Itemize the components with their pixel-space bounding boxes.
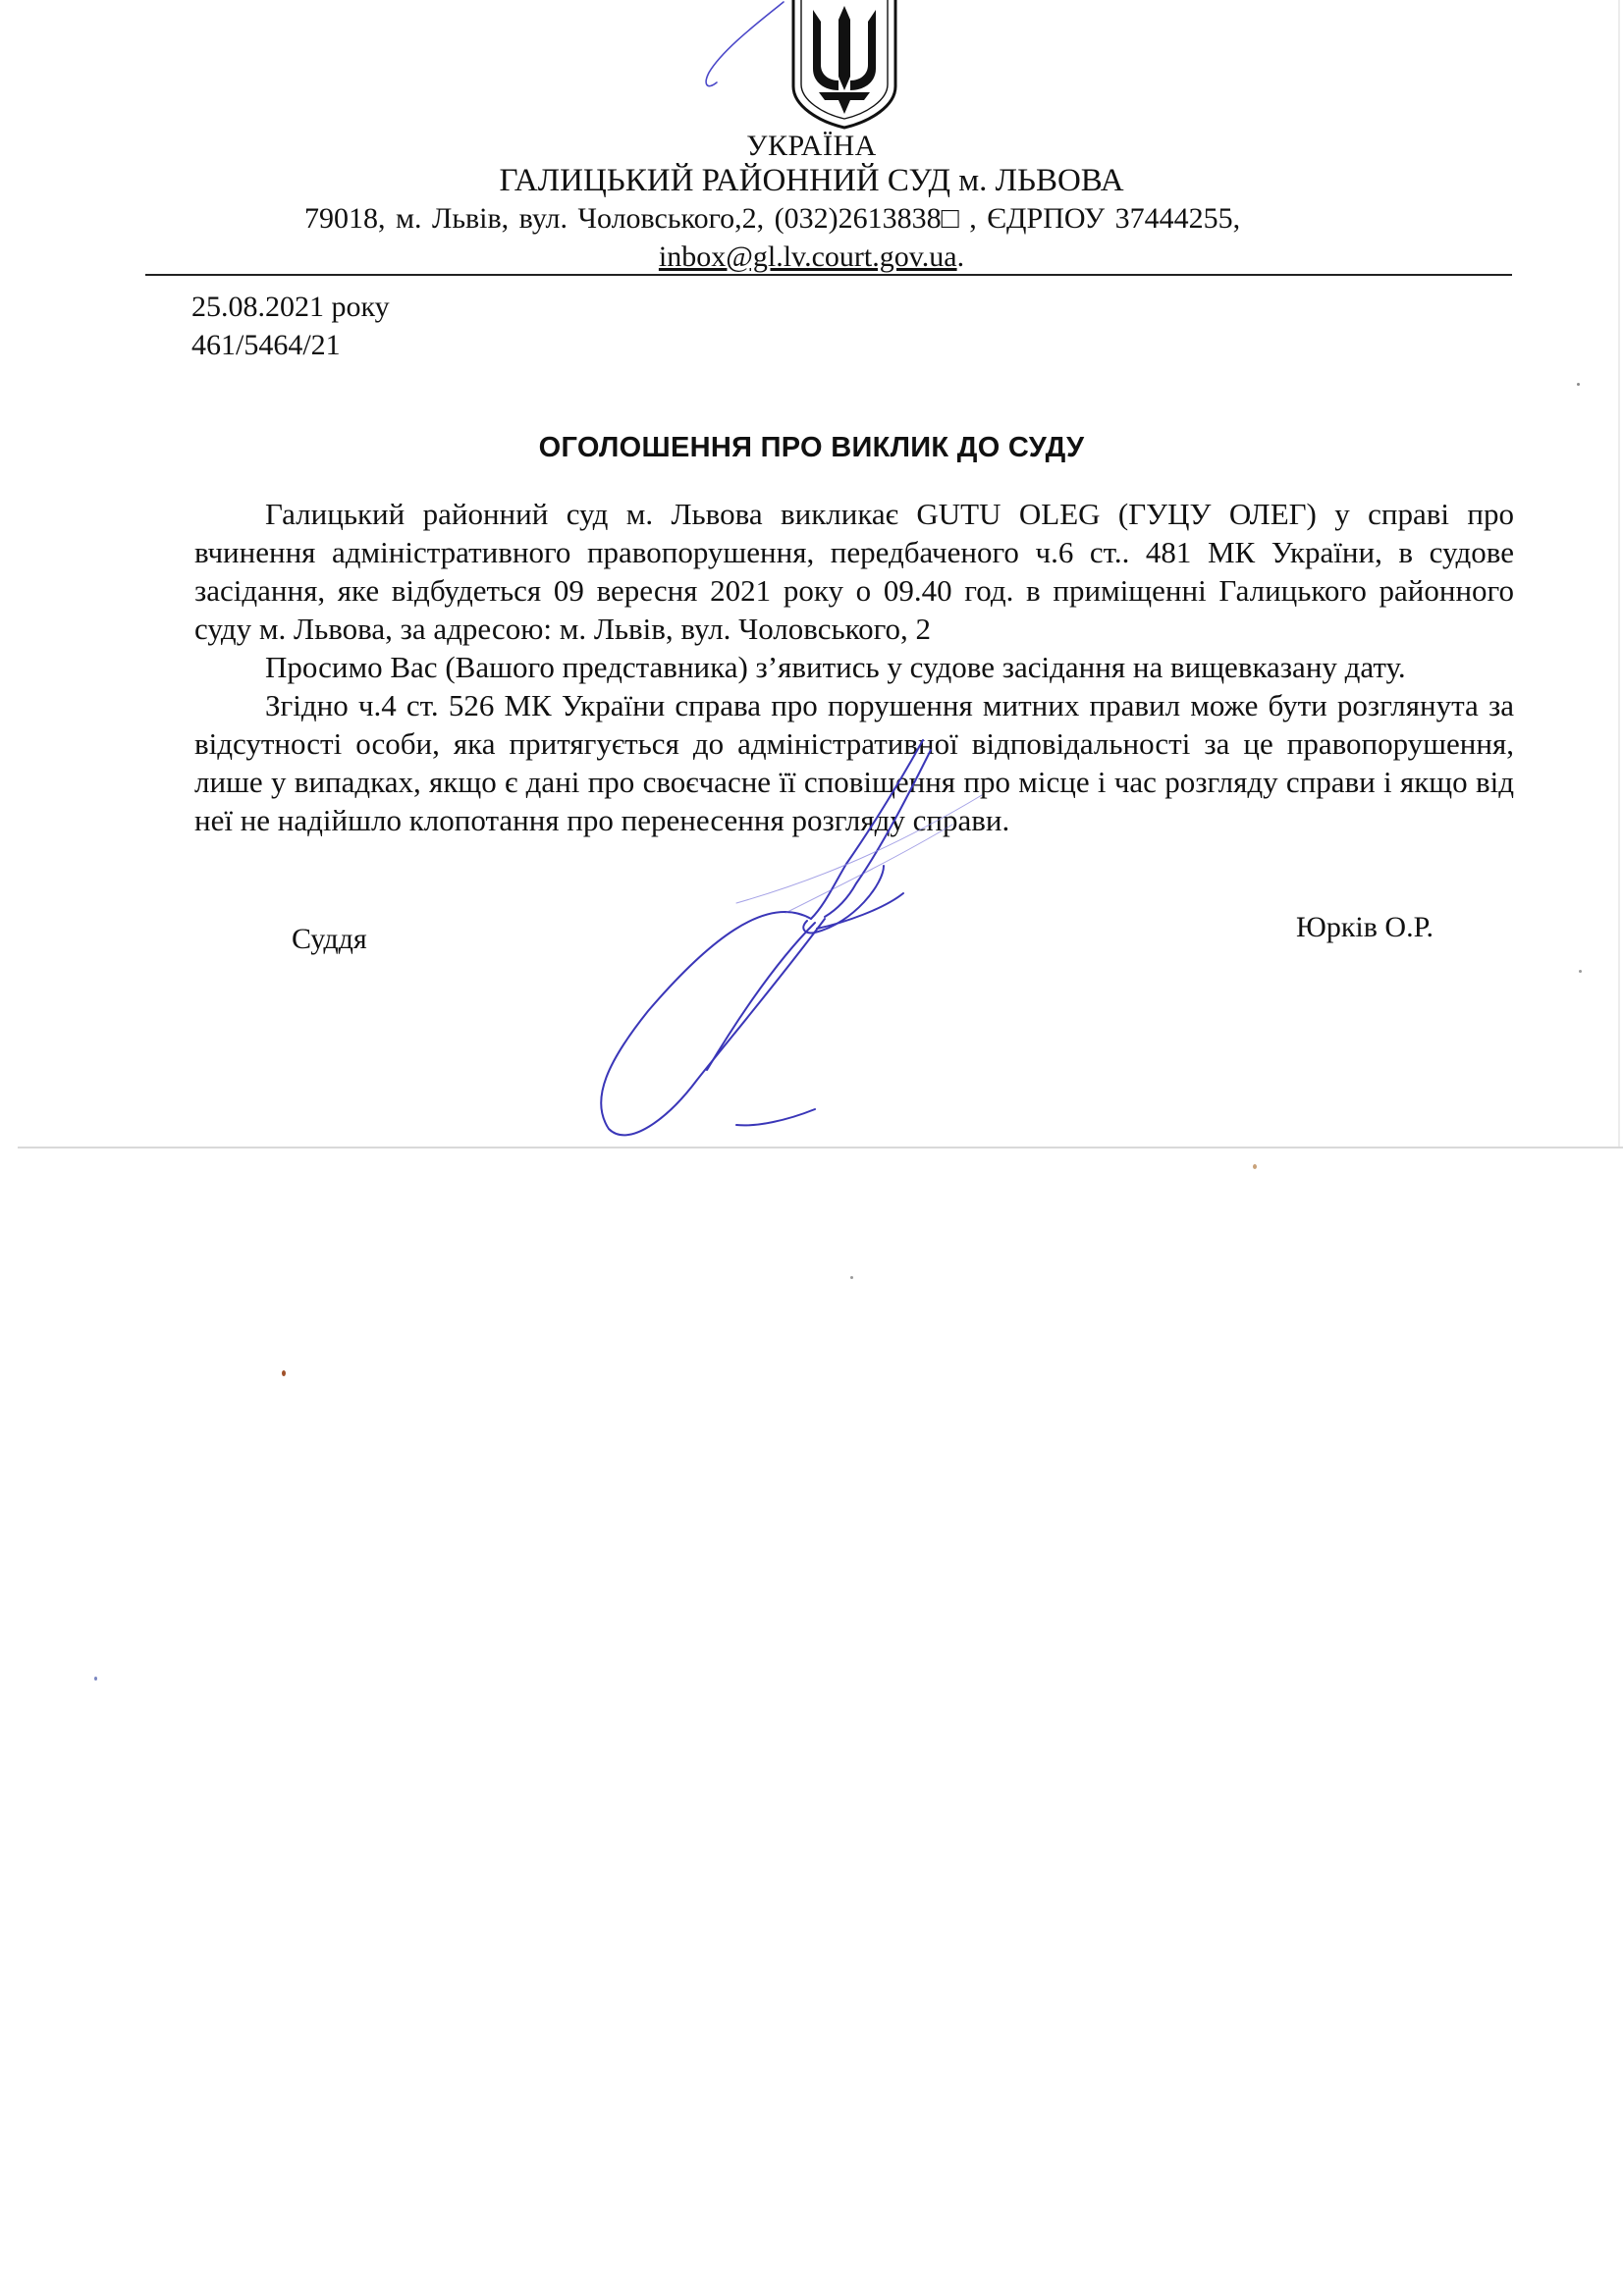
email-suffix: . xyxy=(956,240,965,273)
header-divider xyxy=(145,274,1512,276)
signer-role: Суддя xyxy=(292,923,367,955)
document-date: 25.08.2021 року xyxy=(191,291,390,323)
court-email-link[interactable]: inbox@gl.lv.court.gov.ua xyxy=(658,240,957,273)
scan-speck xyxy=(1579,970,1582,973)
scan-speck xyxy=(94,1677,97,1681)
scan-page-edge xyxy=(18,1147,1623,1148)
scan-page-edge-right xyxy=(1618,0,1620,1147)
court-address-line: 79018, м. Львів, вул. Чоловського,2, (032)2613838□ , ЄДРПОУ 37444255, xyxy=(304,202,1241,235)
scan-speck xyxy=(850,1276,853,1279)
court-email-line xyxy=(0,240,1623,274)
signer-name: Юрків О.Р. xyxy=(1296,911,1434,943)
scan-speck xyxy=(1253,1164,1257,1169)
scan-speck xyxy=(282,1370,286,1376)
trident-emblem-icon xyxy=(789,0,899,130)
body-paragraph-request: Просимо Вас (Вашого представника) з’явитись у судове засідання на вищевказану дату. xyxy=(265,650,1406,684)
scan-speck xyxy=(1577,383,1580,386)
pen-stroke-mark xyxy=(693,0,791,98)
body-paragraph-legal-note: Згідно ч.4 ст. 526 МК України справа про порушення митних правил може бути розглянута за відсутності особи, яка притягується до адміністративної відповідальності за це правопорушення, лише у випадках, якщо є дані про своєчасне її сповіщення про місце і час розгляду справи і якщо від неї не надійшло клопотання про перенесення розгляду справи. xyxy=(194,688,1514,837)
country-heading: УКРАЇНА xyxy=(746,130,877,162)
document-title: ОГОЛОШЕННЯ ПРО ВИКЛИК ДО СУДУ xyxy=(538,432,1085,463)
case-number: 461/5464/21 xyxy=(191,329,341,361)
body-paragraph-summons: Галицький районний суд м. Львова викликає GUTU OLEG (ГУЦУ ОЛЕГ) у справі про вчинення адміністративного правопорушення, передбаченого ч.6 ст.. 481 МК України, в судове засідання, яке відбудеться 09 вересня 2021 року о 09.40 год. в приміщенні Галицького районного суду м. Львова, за адресою: м. Львів, вул. Чоловського, 2 xyxy=(194,497,1514,646)
handwritten-signature xyxy=(589,736,1001,1148)
court-name-heading: ГАЛИЦЬКИЙ РАЙОННИЙ СУД м. ЛЬВОВА xyxy=(499,163,1124,198)
